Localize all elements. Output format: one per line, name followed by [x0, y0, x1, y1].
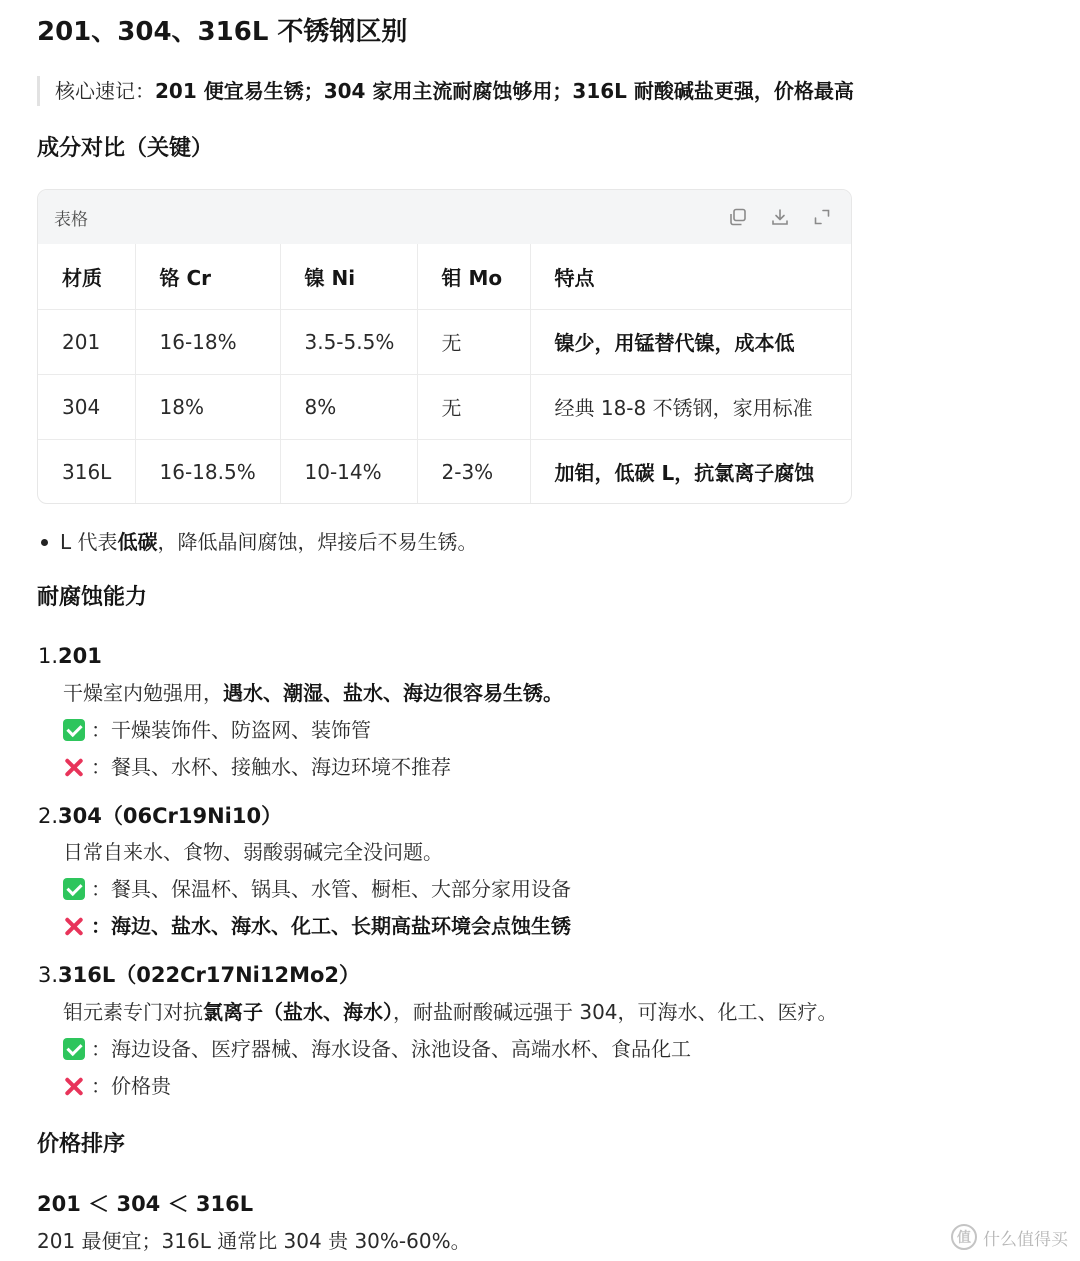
price-heading: 价格排序 — [37, 1132, 126, 1157]
desc-bold: 氯离子（盐水、海水） — [203, 1000, 393, 1024]
desc-bold: 遇水、潮湿、盐水、海边很容易生锈。 — [223, 681, 563, 705]
cross-icon — [63, 756, 85, 778]
item-name: 304（06Cr19Ni10） — [58, 804, 283, 828]
smzdm-logo-icon — [951, 1224, 977, 1250]
table-row — [38, 439, 851, 504]
item-bad — [63, 911, 571, 941]
cell-cr: 16-18% — [135, 309, 280, 374]
item-description — [63, 837, 443, 867]
table-row — [38, 309, 851, 374]
list-item-title — [38, 800, 282, 832]
summary-quote — [37, 76, 854, 106]
watermark — [951, 1224, 1068, 1250]
cell-note: 加钼，低碳 L，抗氯离子腐蚀 — [530, 439, 851, 504]
cell-material: 316L — [38, 439, 135, 504]
note-pre: L 代表 — [60, 530, 118, 554]
good-text: ：干燥装饰件、防盗网、装饰管 — [91, 718, 371, 742]
table-header-row — [38, 244, 851, 309]
desc-post: ，耐盐耐酸碱远强于 304，可海水、化工、医疗。 — [393, 1000, 838, 1024]
table-card-header — [38, 190, 851, 244]
desc-text: 钼元素专门对抗 — [63, 1000, 203, 1024]
item-description — [63, 997, 838, 1027]
item-number: 1. — [38, 644, 59, 668]
cell-material: 201 — [38, 309, 135, 374]
item-good — [63, 1034, 691, 1064]
cell-cr: 16-18.5% — [135, 439, 280, 504]
item-number: 3. — [38, 963, 59, 987]
copy-icon[interactable] — [725, 204, 751, 230]
cell-note: 镍少，用锰替代镍，成本低 — [530, 309, 851, 374]
composition-heading: 成分对比（关键） — [37, 136, 214, 161]
check-icon — [63, 719, 85, 741]
composition-table-card — [37, 189, 852, 504]
check-icon — [63, 1038, 85, 1060]
composition-table — [38, 244, 851, 504]
bad-text: ：餐具、水杯、接触水、海边环境不推荐 — [91, 755, 451, 779]
list-item-title — [38, 640, 102, 672]
cell-note: 经典 18-8 不锈钢，家用标准 — [530, 374, 851, 439]
bad-text: ：价格贵 — [91, 1074, 171, 1098]
column-header: 铬 Cr — [135, 244, 280, 309]
item-bad — [63, 1071, 171, 1101]
good-text: ：餐具、保温杯、锅具、水管、橱柜、大部分家用设备 — [91, 877, 571, 901]
table-card-title: 表格 — [54, 209, 88, 230]
note-bold: 低碳 — [117, 530, 158, 554]
list-item-title — [38, 959, 360, 991]
desc-text: 日常自来水、食物、弱酸弱碱完全没问题。 — [63, 840, 443, 864]
table-row — [38, 374, 851, 439]
note-post: ，降低晶间腐蚀，焊接后不易生锈。 — [157, 530, 478, 554]
column-header: 特点 — [554, 265, 595, 290]
item-name: 316L（022Cr17Ni12Mo2） — [58, 963, 361, 987]
bullet-dot — [41, 539, 48, 546]
item-good — [63, 715, 371, 745]
summary-text: 201 便宜易生锈；304 家用主流耐腐蚀够用；316L 耐酸碱盐更强，价格最高 — [155, 79, 854, 103]
price-order: 201 ＜ 304 ＜ 316L — [37, 1192, 254, 1216]
bad-text: ：海边、盐水、海水、化工、长期高盐环境会点蚀生锈 — [91, 914, 571, 938]
low-carbon-note — [37, 527, 478, 557]
item-number: 2. — [38, 804, 59, 828]
summary-prefix: 核心速记： — [55, 79, 155, 103]
price-note: 201 最便宜；316L 通常比 304 贵 30%-60%。 — [37, 1229, 471, 1253]
cell-mo: 2-3% — [417, 439, 530, 504]
column-header: 材质 — [38, 244, 135, 309]
item-name: 201 — [58, 644, 102, 668]
cell-ni: 3.5-5.5% — [280, 309, 417, 374]
cell-mo: 无 — [417, 309, 530, 374]
item-description — [63, 678, 563, 708]
corrosion-heading: 耐腐蚀能力 — [37, 585, 148, 610]
table-toolbar — [725, 204, 835, 230]
cell-cr: 18% — [135, 374, 280, 439]
desc-text: 干燥室内勉强用， — [63, 681, 223, 705]
page-title: 201、304、316L 不锈钢区别 — [37, 17, 408, 47]
expand-icon[interactable] — [809, 204, 835, 230]
download-icon[interactable] — [767, 204, 793, 230]
item-good — [63, 874, 571, 904]
column-header: 镍 Ni — [280, 244, 417, 309]
column-header: 钼 Mo — [417, 244, 530, 309]
cell-ni: 10-14% — [280, 439, 417, 504]
watermark-text: 什么值得买 — [983, 1229, 1068, 1250]
cross-icon — [63, 915, 85, 937]
cross-icon — [63, 1075, 85, 1097]
item-bad — [63, 752, 451, 782]
check-icon — [63, 878, 85, 900]
good-text: ：海边设备、医疗器械、海水设备、泳池设备、高端水杯、食品化工 — [91, 1037, 691, 1061]
cell-mo: 无 — [417, 374, 530, 439]
cell-material: 304 — [38, 374, 135, 439]
cell-ni: 8% — [280, 374, 417, 439]
